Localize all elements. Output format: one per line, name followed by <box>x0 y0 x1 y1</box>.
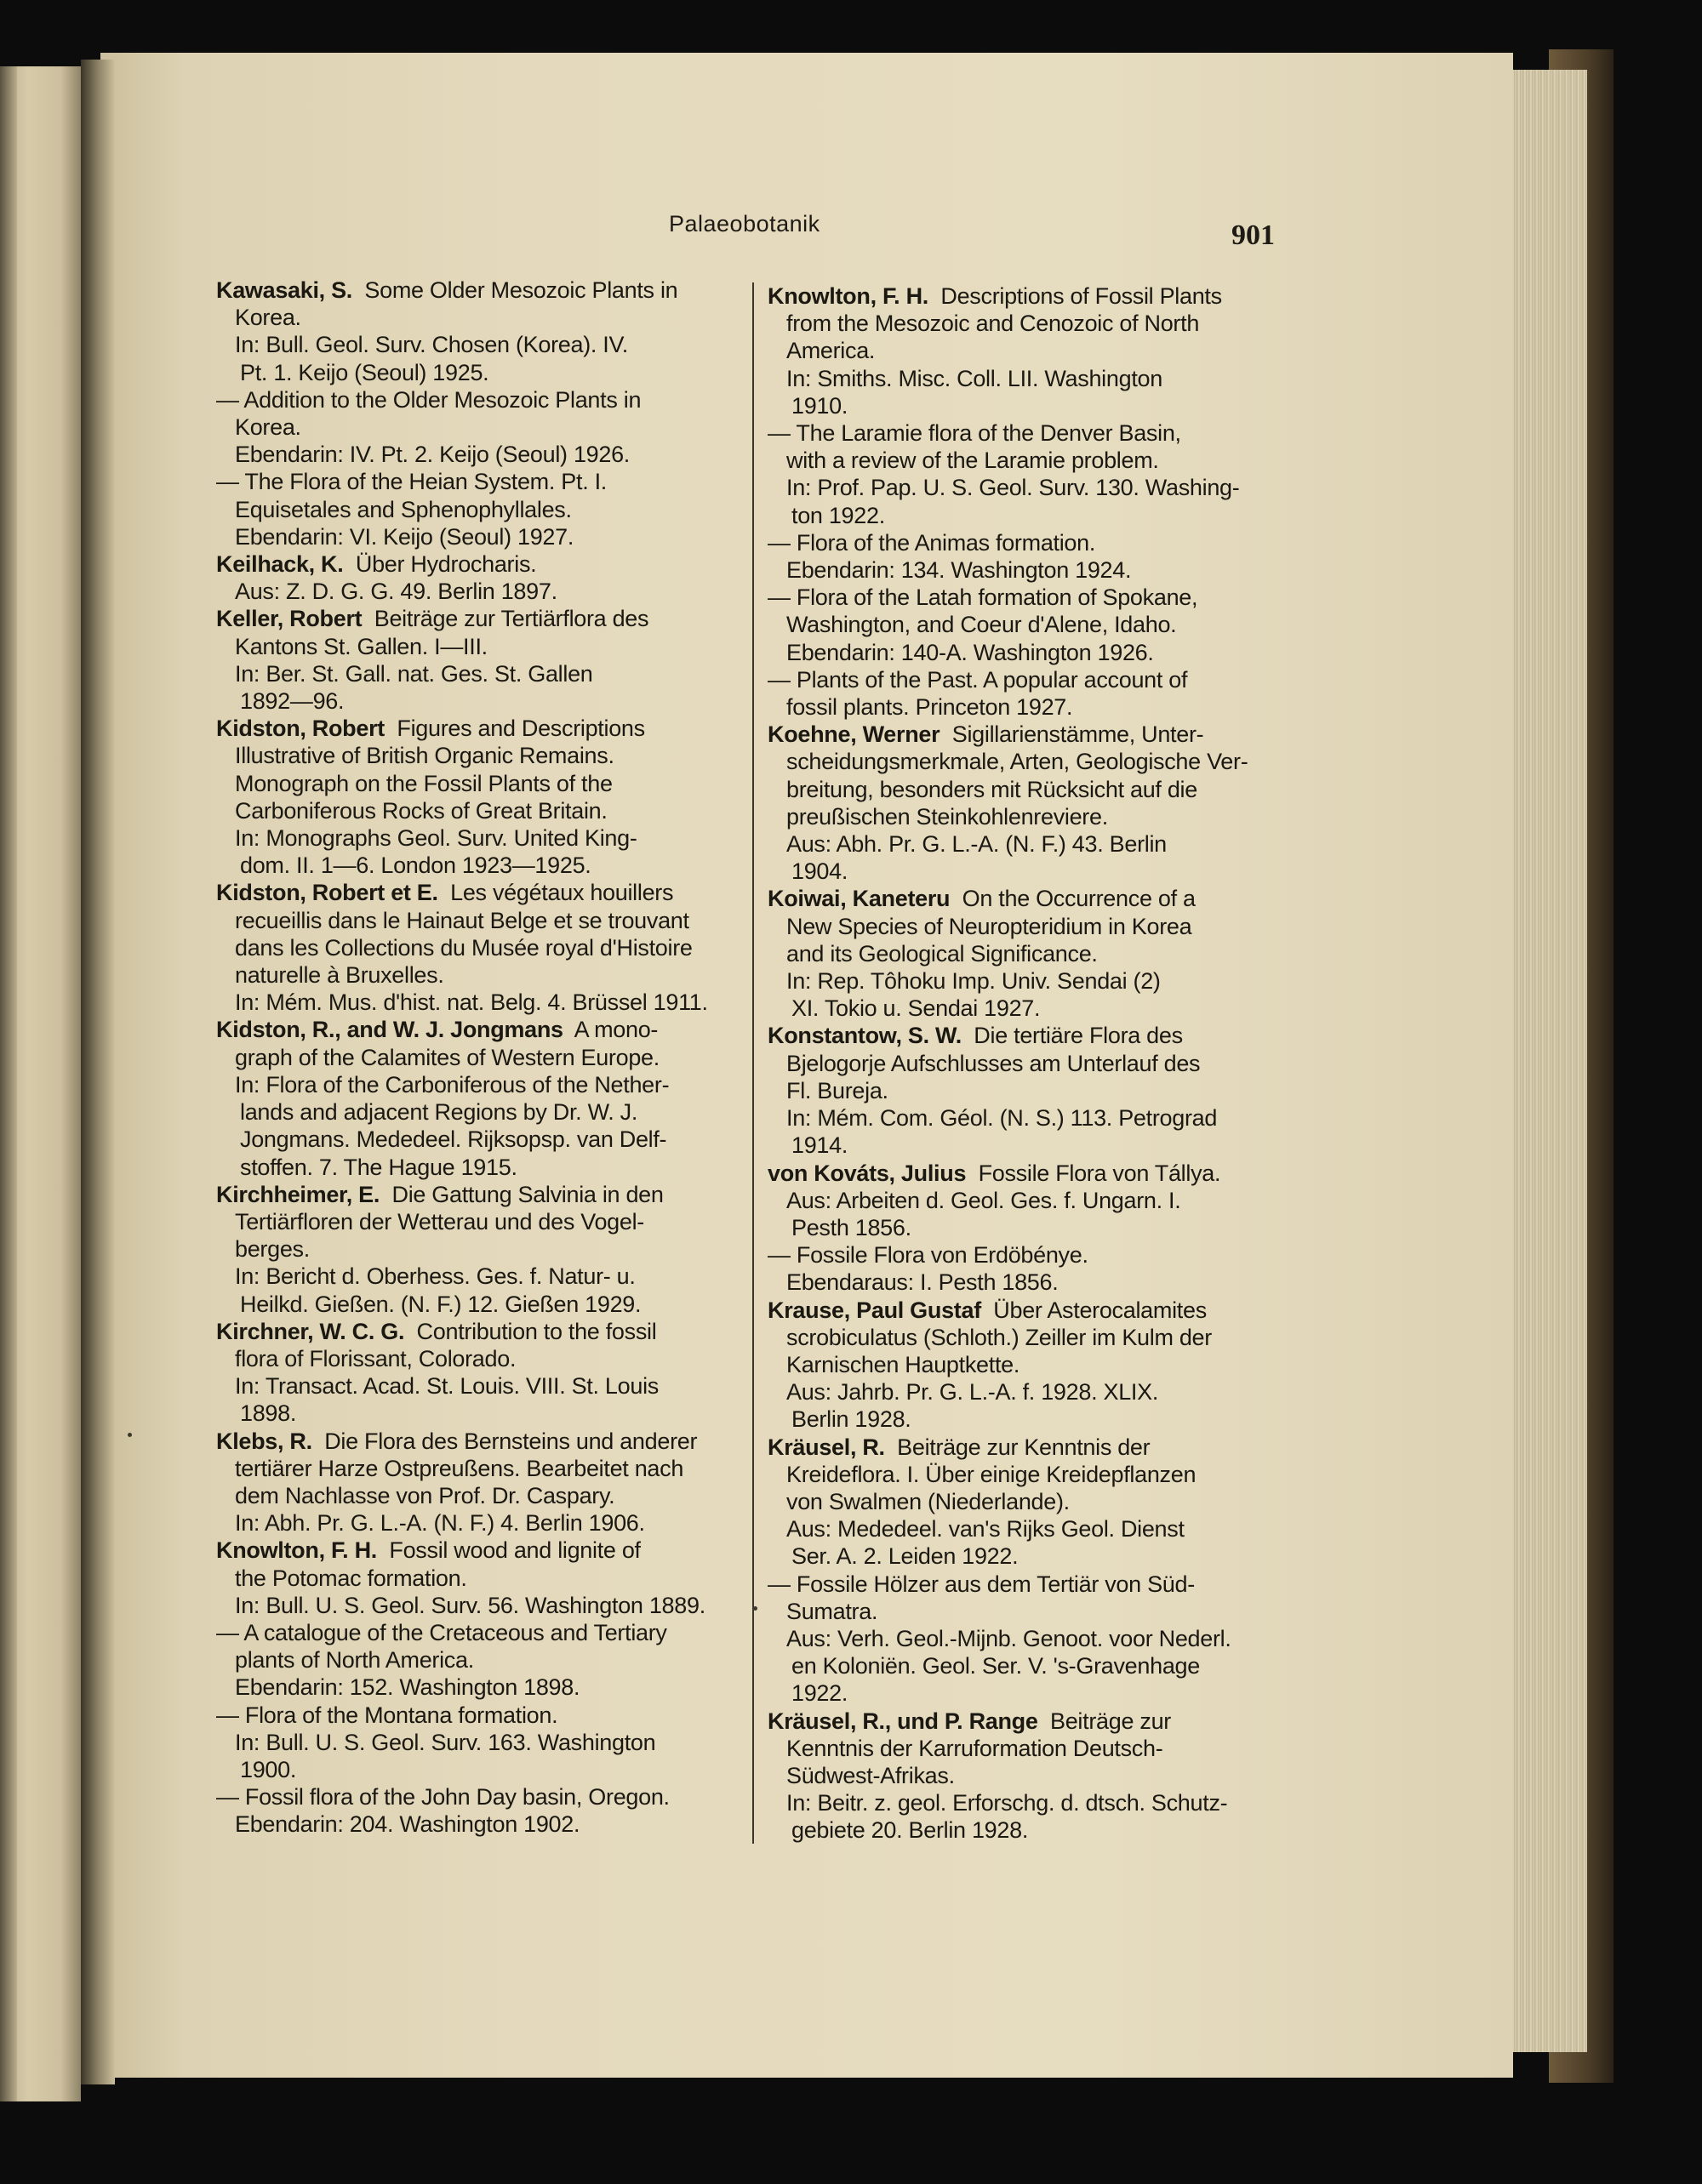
entry-line <box>768 1708 1282 1735</box>
entry-text: In: Ber. St. Gall. nat. Ges. St. Gallen <box>235 660 593 687</box>
entry-text: In: Abh. Pr. G. L.-A. (N. F.) 4. Berlin 1906. <box>235 1510 645 1537</box>
entry-text: In: Bull. U. S. Geol. Surv. 163. Washington <box>235 1729 656 1755</box>
entry-text: Korea. <box>235 305 301 331</box>
entry-text: Aus: Verh. Geol.-Mijnb. Genoot. voor Nederl. <box>786 1625 1231 1651</box>
entry-line <box>768 1679 1282 1707</box>
entry-text: Pesth 1856. <box>791 1214 911 1240</box>
entry-text: 1898. <box>240 1400 297 1427</box>
entry-line <box>768 282 1282 310</box>
entry-text: 1910. <box>791 392 848 419</box>
entry-text: 1900. <box>240 1756 297 1782</box>
entry-line <box>768 1434 1282 1461</box>
entry-line <box>768 310 1282 337</box>
entry-text: 1892—96. <box>240 688 345 715</box>
entry-text: Ebendarin: 140-A. Washington 1926. <box>786 639 1154 665</box>
entry-line <box>216 1428 727 1455</box>
entry-text: Illustrative of British Organic Remains. <box>235 743 614 769</box>
entry-text: — Plants of the Past. A popular account of <box>768 666 1188 693</box>
entry-text: Les végétaux houillers <box>437 880 674 906</box>
entry-line <box>216 797 727 824</box>
entry-text: stoffen. 7. The Hague 1915. <box>240 1154 517 1180</box>
entry-line <box>768 940 1282 967</box>
entry-line <box>216 277 727 304</box>
entry-text: Karnischen Hauptkette. <box>786 1351 1020 1377</box>
entry-author: Kräusel, R. <box>768 1434 885 1460</box>
entry-line <box>768 365 1282 392</box>
entry-text: Sigillarienstämme, Unter- <box>940 721 1204 748</box>
entry-text: scheidungsmerkmale, Arten, Geologische Ver- <box>786 749 1248 775</box>
entry-text: Aus: Abh. Pr. G. L.-A. (N. F.) 43. Berlin <box>786 831 1167 858</box>
entry-line <box>216 523 727 550</box>
entry-line <box>216 1235 727 1263</box>
entry-text: 1922. <box>791 1680 848 1707</box>
entry-line <box>768 1461 1282 1488</box>
bibliography-entry <box>768 1241 1282 1296</box>
entry-text: and its Geological Significance. <box>786 940 1098 967</box>
bibliography-entry <box>768 1434 1282 1571</box>
bibliography-entry <box>216 1016 727 1180</box>
entry-line <box>216 605 727 632</box>
entry-line <box>768 419 1282 447</box>
bibliography-entry <box>768 282 1282 419</box>
entry-text: Contribution to the fossil <box>404 1318 657 1344</box>
entry-line <box>768 1351 1282 1378</box>
entry-line <box>768 1077 1282 1104</box>
entry-text: scrobiculatus (Schloth.) Zeiller im Kulm der <box>786 1324 1212 1350</box>
entry-line <box>216 1674 727 1701</box>
entry-text: Tertiärfloren der Wetterau und des Vogel- <box>235 1208 644 1235</box>
entry-author: Keller, Robert <box>216 606 363 632</box>
entry-line <box>216 1756 727 1783</box>
bibliography-entry <box>216 386 727 469</box>
entry-text: preußischen Steinkohlenreviere. <box>786 803 1108 830</box>
entry-text: Some Older Mesozoic Plants in <box>352 277 678 303</box>
entry-line <box>768 1050 1282 1077</box>
entry-text: dem Nachlasse von Prof. Dr. Caspary. <box>235 1482 615 1508</box>
entry-text: XI. Tokio u. Sendai 1927. <box>791 995 1041 1022</box>
entry-text: — Fossile Hölzer aus dem Tertiär von Süd- <box>768 1571 1195 1597</box>
entry-line <box>216 742 727 769</box>
entry-line <box>768 1789 1282 1816</box>
entry-author: Knowlton, F. H. <box>768 283 928 309</box>
entry-line <box>768 830 1282 858</box>
entry-author: Kidston, R., and W. J. Jongmans <box>216 1017 563 1043</box>
speck <box>128 1433 132 1437</box>
entry-line <box>216 441 727 468</box>
entry-line <box>216 660 727 687</box>
page-number: 901 <box>1231 220 1275 251</box>
entry-line <box>216 1619 727 1646</box>
entry-text: flora of Florissant, Colorado. <box>235 1345 517 1371</box>
entry-author: Keilhack, K. <box>216 551 344 578</box>
entry-text: In: Smiths. Misc. Coll. LII. Washington <box>786 365 1162 391</box>
bibliography-entry <box>768 721 1282 885</box>
entry-text: Kantons St. Gallen. I—III. <box>235 633 488 659</box>
entry-text: Heilkd. Gießen. (N. F.) 12. Gießen 1929. <box>240 1291 642 1317</box>
entry-text: Monograph on the Fossil Plants of the <box>235 770 613 796</box>
entry-text: Kenntnis der Karruformation Deutsch- <box>786 1735 1163 1761</box>
entry-text: On the Occurrence of a <box>950 886 1196 912</box>
facing-page-edge <box>0 66 17 2101</box>
entry-text: Fl. Bureja. <box>786 1077 888 1103</box>
bibliography-entry <box>216 1181 727 1318</box>
entry-author: Klebs, R. <box>216 1428 312 1454</box>
entry-text: In: Mém. Com. Géol. (N. S.) 113. Petrograd <box>786 1105 1218 1132</box>
entry-line <box>216 1783 727 1810</box>
entry-line <box>768 1762 1282 1789</box>
entry-author: Konstantow, S. W. <box>768 1023 962 1049</box>
entry-line <box>768 721 1282 748</box>
entry-text: en Koloniën. Geol. Ser. V. 's-Gravenhage <box>791 1653 1200 1679</box>
entry-text: — The Laramie flora of the Denver Basin, <box>768 420 1181 447</box>
entry-author: von Kováts, Julius <box>768 1160 967 1186</box>
entry-line <box>768 337 1282 364</box>
entry-line <box>768 392 1282 419</box>
entry-line <box>768 1488 1282 1515</box>
entry-line <box>216 1318 727 1345</box>
bibliography-entry <box>768 885 1282 1022</box>
entry-line <box>216 770 727 797</box>
entry-text: Ebendarin: IV. Pt. 2. Keijo (Seoul) 1926. <box>235 442 631 468</box>
entry-author: Kawasaki, S. <box>216 277 352 303</box>
entry-line <box>216 1537 727 1564</box>
entry-line <box>216 1810 727 1838</box>
entry-line <box>768 1104 1282 1132</box>
entry-author: Kirchner, W. C. G. <box>216 1318 405 1344</box>
entry-text: berges. <box>235 1236 310 1263</box>
bibliography-entry <box>768 419 1282 529</box>
entry-line <box>216 1291 727 1318</box>
entry-line <box>768 1571 1282 1598</box>
entry-line <box>768 666 1282 693</box>
entry-line <box>216 496 727 523</box>
entry-line <box>768 1187 1282 1214</box>
entry-text: In: Beitr. z. geol. Erforschg. d. dtsch. Schutz- <box>786 1790 1228 1816</box>
entry-text: Pt. 1. Keijo (Seoul) 1925. <box>240 359 489 385</box>
entry-line <box>216 934 727 961</box>
entry-text: 1904. <box>791 858 848 885</box>
entry-text: — Flora of the Montana formation. <box>216 1702 558 1728</box>
entry-text: dom. II. 1—6. London 1923—1925. <box>240 853 591 879</box>
entry-text: Carboniferous Rocks of Great Britain. <box>235 797 608 824</box>
entry-author: Kidston, Robert et E. <box>216 880 438 906</box>
bibliography-entry <box>768 1297 1282 1434</box>
entry-line <box>768 776 1282 803</box>
entry-text: In: Bull. Geol. Surv. Chosen (Korea). IV. <box>235 332 628 358</box>
entry-author: Koiwai, Kaneteru <box>768 886 951 912</box>
bibliography-entry <box>768 1160 1282 1242</box>
entry-line <box>216 824 727 852</box>
entry-line <box>216 1044 727 1071</box>
entry-line <box>216 550 727 578</box>
entry-line <box>216 413 727 441</box>
entry-text: Descriptions of Fossil Plants <box>928 283 1222 309</box>
entry-text: In: Monographs Geol. Surv. United King- <box>235 825 637 852</box>
bibliography-entry <box>768 584 1282 666</box>
entry-line <box>768 584 1282 611</box>
entry-text: breitung, besonders mit Rücksicht auf die <box>786 776 1197 802</box>
entry-author: Kidston, Robert <box>216 716 385 742</box>
entry-text: the Potomac formation. <box>235 1565 467 1591</box>
entry-line <box>216 1509 727 1537</box>
entry-text: Bjelogorje Aufschlusses am Unterlauf des <box>786 1050 1201 1076</box>
entry-text: — Addition to the Older Mesozoic Plants in <box>216 386 642 413</box>
entry-line <box>768 803 1282 830</box>
entry-line <box>768 1269 1282 1296</box>
entry-line <box>768 1297 1282 1324</box>
entry-line <box>768 1378 1282 1406</box>
entry-text: Beiträge zur <box>1037 1708 1171 1734</box>
entry-text: Die Gattung Salvinia in den <box>380 1181 664 1207</box>
entry-text: — Flora of the Animas formation. <box>768 529 1096 556</box>
right-column <box>768 282 1282 1845</box>
entry-line <box>216 1208 727 1235</box>
entry-text: In: Bull. U. S. Geol. Surv. 56. Washington 1889. <box>235 1592 705 1618</box>
entry-line <box>768 913 1282 940</box>
entry-text: America. <box>786 338 876 364</box>
entry-text: Kreideflora. I. Über einige Kreidepflanzen <box>786 1461 1197 1487</box>
entry-line <box>768 885 1282 912</box>
entry-line <box>216 1565 727 1592</box>
entry-line <box>216 331 727 358</box>
entry-text: Ebendarin: 134. Washington 1924. <box>786 557 1132 584</box>
entry-text: — A catalogue of the Cretaceous and Tertiary <box>216 1619 667 1645</box>
entry-line <box>768 1406 1282 1433</box>
entry-line <box>768 693 1282 721</box>
entry-line <box>768 502 1282 529</box>
entry-line <box>768 1132 1282 1159</box>
entry-line <box>216 1345 727 1372</box>
entry-text: gebiete 20. Berlin 1928. <box>791 1817 1029 1844</box>
entry-text: Ebendarin: 204. Washington 1902. <box>235 1811 580 1838</box>
bibliography-entry <box>216 1619 727 1702</box>
running-title: Palaeobotanik <box>669 211 820 237</box>
entry-line <box>768 1214 1282 1241</box>
entry-text: Equisetales and Sphenophyllales. <box>235 496 572 522</box>
entry-line <box>216 633 727 660</box>
entry-text: — Fossil flora of the John Day basin, Oregon. <box>216 1784 670 1810</box>
bibliography-entry <box>216 277 727 386</box>
entry-text: Sumatra. <box>786 1598 878 1624</box>
entry-text: Südwest-Afrikas. <box>786 1762 955 1788</box>
entry-author: Kräusel, R., und P. Range <box>768 1708 1038 1734</box>
entry-text: — Fossile Flora von Erdöbénye. <box>768 1242 1088 1269</box>
entry-text: with a review of the Laramie problem. <box>786 448 1159 474</box>
entry-text: Fossile Flora von Tállya. <box>966 1160 1221 1186</box>
entry-text: Aus: Jahrb. Pr. G. L.-A. f. 1928. XLIX. <box>786 1379 1159 1406</box>
entry-line <box>216 468 727 495</box>
entry-line <box>216 1592 727 1619</box>
entry-line <box>216 1400 727 1427</box>
entry-text: In: Prof. Pap. U. S. Geol. Surv. 130. Washing- <box>786 475 1240 501</box>
entry-text: naturelle à Bruxelles. <box>235 962 444 989</box>
bibliography-entry <box>216 1318 727 1428</box>
entry-line <box>768 1160 1282 1187</box>
entry-text: ton 1922. <box>791 502 885 528</box>
entry-text: Korea. <box>235 414 301 441</box>
entry-text: plants of North America. <box>235 1647 474 1674</box>
entry-line <box>768 1652 1282 1679</box>
entry-line <box>216 1098 727 1126</box>
speck <box>753 1606 757 1611</box>
entry-line <box>216 304 727 331</box>
entry-line <box>216 1154 727 1181</box>
entry-line <box>768 1816 1282 1844</box>
entry-text: A mono- <box>563 1017 659 1043</box>
entry-text: Ebendarin: VI. Keijo (Seoul) 1927. <box>235 523 574 550</box>
entry-line <box>216 359 727 386</box>
entry-text: In: Transact. Acad. St. Louis. VIII. St. Louis <box>235 1373 659 1400</box>
entry-text: Berlin 1928. <box>791 1406 911 1433</box>
bibliography-entry <box>216 715 727 879</box>
entry-line <box>216 1482 727 1509</box>
entry-author: Kirchheimer, E. <box>216 1181 380 1207</box>
entry-text: Die tertiäre Flora des <box>961 1023 1183 1049</box>
bibliography-entry <box>216 468 727 550</box>
entry-author: Koehne, Werner <box>768 721 940 748</box>
entry-text: In: Bericht d. Oberhess. Ges. f. Natur- u. <box>235 1263 636 1290</box>
entry-text: lands and adjacent Regions by Dr. W. J. <box>240 1099 638 1126</box>
entry-text: tertiärer Harze Ostpreußens. Bearbeitet nach <box>235 1455 684 1481</box>
entry-line <box>216 961 727 989</box>
bibliography-entry <box>768 1571 1282 1708</box>
entry-text: Beiträge zur Tertiärflora des <box>362 606 649 632</box>
bibliography-entry <box>216 1428 727 1537</box>
entry-text: In: Rep. Tôhoku Imp. Univ. Sendai (2) <box>786 968 1161 995</box>
entry-text: — Flora of the Latah formation of Spokane, <box>768 584 1198 611</box>
entry-line <box>768 858 1282 885</box>
entry-line <box>768 1625 1282 1652</box>
entry-line <box>216 1646 727 1674</box>
entry-line <box>768 611 1282 638</box>
entry-text: graph of the Calamites of Western Europe. <box>235 1044 660 1070</box>
bibliography-entry <box>216 550 727 605</box>
entry-text: recueillis dans le Hainaut Belge et se trouvant <box>235 907 689 933</box>
entry-author: Krause, Paul Gustaf <box>768 1297 981 1323</box>
entry-text: Jongmans. Mededeel. Rijksopsp. van Delf- <box>240 1126 667 1153</box>
entry-line <box>216 879 727 906</box>
bibliography-entry <box>216 1783 727 1838</box>
entry-line <box>768 556 1282 584</box>
entry-text: In: Mém. Mus. d'hist. nat. Belg. 4. Brüssel 1911. <box>235 989 708 1016</box>
entry-line <box>768 967 1282 995</box>
bibliography-entry <box>768 666 1282 721</box>
entry-text: fossil plants. Princeton 1927. <box>786 694 1073 721</box>
entry-line <box>768 1324 1282 1351</box>
entry-line <box>216 907 727 934</box>
entry-text: Über Hydrocharis. <box>343 551 537 578</box>
entry-line <box>216 1455 727 1482</box>
entry-line <box>216 1372 727 1400</box>
entry-text: Ser. A. 2. Leiden 1922. <box>791 1543 1019 1570</box>
entry-text: dans les Collections du Musée royal d'Histoire <box>235 934 693 961</box>
bibliography-entry <box>768 529 1282 584</box>
entry-text: Aus: Mededeel. van's Rijks Geol. Dienst <box>786 1516 1185 1542</box>
entry-line <box>216 1016 727 1043</box>
entry-text: — The Flora of the Heian System. Pt. I. <box>216 469 607 495</box>
entry-text: Fossil wood and lignite of <box>376 1537 641 1564</box>
entry-text: Die Flora des Bernsteins und anderer <box>311 1428 698 1454</box>
entry-line <box>768 474 1282 501</box>
entry-line <box>768 1598 1282 1625</box>
entry-text: Aus: Z. D. G. G. 49. Berlin 1897. <box>235 579 557 605</box>
entry-text: from the Mesozoic and Cenozoic of North <box>786 311 1200 337</box>
entry-text: Washington, and Coeur d'Alene, Idaho. <box>786 612 1177 638</box>
bibliography-entry <box>216 605 727 715</box>
entry-line <box>216 1071 727 1098</box>
entry-text: Über Asterocalamites <box>980 1297 1207 1323</box>
entry-line <box>768 447 1282 474</box>
entry-line <box>216 687 727 715</box>
entry-line <box>216 1729 727 1756</box>
entry-line <box>768 1515 1282 1542</box>
entry-line <box>216 852 727 879</box>
bibliography-entry <box>768 1022 1282 1159</box>
entry-line <box>768 995 1282 1022</box>
entry-line <box>768 748 1282 775</box>
entry-line <box>216 1181 727 1208</box>
entry-line <box>216 386 727 413</box>
entry-line <box>768 1542 1282 1570</box>
entry-line <box>216 1702 727 1729</box>
entry-text: Figures and Descriptions <box>385 716 645 742</box>
entry-text: New Species of Neuropteridium in Korea <box>786 913 1192 939</box>
entry-line <box>216 715 727 742</box>
entry-author: Knowlton, F. H. <box>216 1537 377 1564</box>
left-column <box>216 277 727 1839</box>
entry-line <box>768 1241 1282 1269</box>
entry-text: von Swalmen (Niederlande). <box>786 1488 1070 1514</box>
entry-line <box>768 639 1282 666</box>
entry-text: 1914. <box>791 1132 848 1159</box>
entry-line <box>768 1735 1282 1762</box>
entry-line <box>768 529 1282 556</box>
entry-line <box>216 1263 727 1290</box>
entry-text: Aus: Arbeiten d. Geol. Ges. f. Ungarn. I. <box>786 1187 1181 1213</box>
entry-text: In: Flora of the Carboniferous of the Nether- <box>235 1071 670 1098</box>
gutter <box>81 60 115 2084</box>
bibliography-entry <box>216 879 727 1016</box>
entry-text: Ebendarin: 152. Washington 1898. <box>235 1674 580 1701</box>
bibliography-entry <box>216 1702 727 1784</box>
entry-text: Beiträge zur Kenntnis der <box>884 1434 1151 1460</box>
bibliography-entry <box>768 1708 1282 1845</box>
entry-text: Ebendaraus: I. Pesth 1856. <box>786 1269 1059 1296</box>
bibliography-entry <box>216 1537 727 1619</box>
entry-line <box>216 989 727 1016</box>
entry-line <box>216 1126 727 1153</box>
entry-line <box>216 578 727 605</box>
entry-line <box>768 1022 1282 1049</box>
